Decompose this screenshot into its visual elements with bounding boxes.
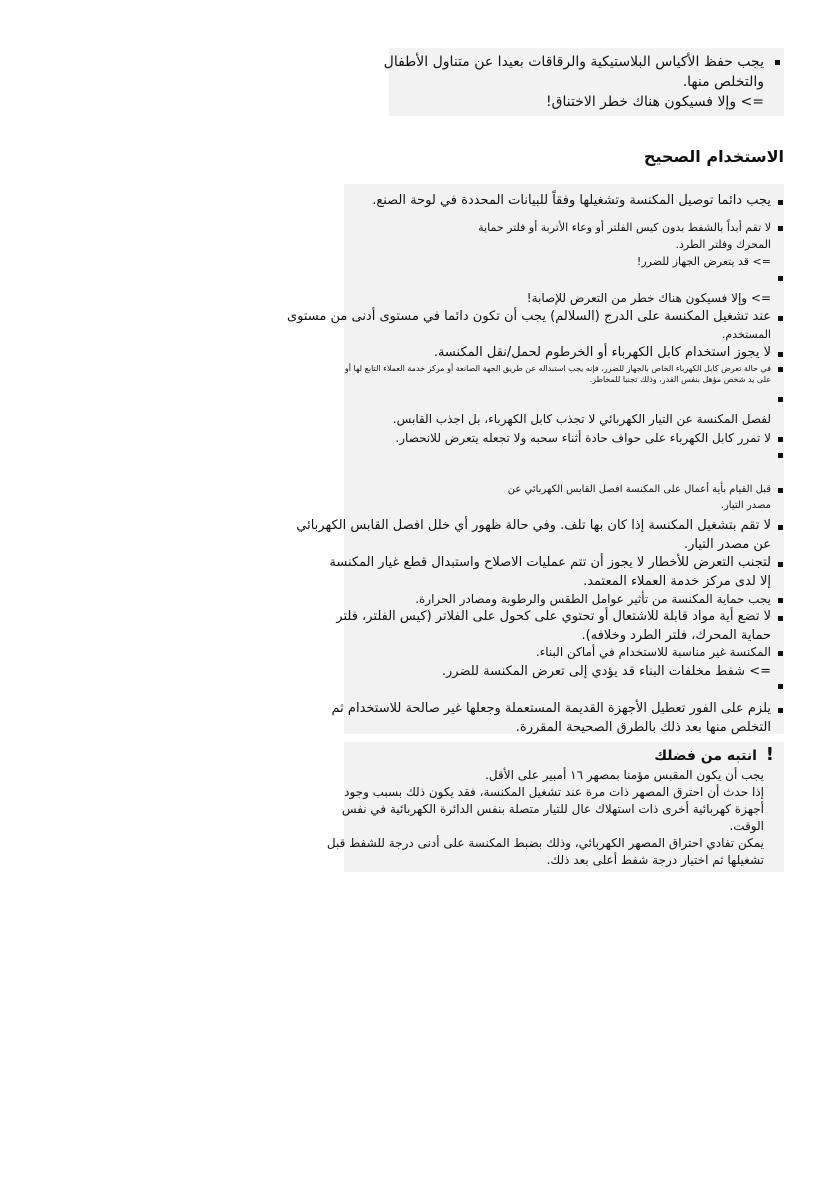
list-item-15: يلزم على الفور تعطيل الأجهزة القديمة المستعملة وجعلها غير صالحة للاستخدام ثم التخلص منها بعد ذلك بالطرق الصحيحة المقررة. [332,699,771,737]
attention-line: يمكن تفادي احتراق المصهر الكهربائي، وذلك بضبط المكنسة على أدنى درجة للشفط قبل [326,836,764,850]
list-item-14: المكنسة غير مناسبة للاستخدام في أماكن البناء. => شفط مخلفات البناء قد يؤدي إلى تعرض المكنسة للضرر. [442,643,771,681]
attention-block [326,744,774,869]
bullet-square-icon [778,453,783,458]
attention-line: أجهزة كهربائية أخرى ذات استهلاك عال للتيار متصلة بنفس الدائرة الكهربائية في نفس [341,802,764,816]
list-item-1: يجب دائما توصيل المكنسة وتشغيلها وفقاً للبيانات المحددة في لوحة الصنع. [372,192,771,210]
bullet-square-icon [778,226,783,231]
attention-heading [354,744,774,767]
empty-bullet [765,453,771,459]
attention-line: تشغيلها ثم اختيار درجة شفط أعلى بعد ذلك. [546,853,764,867]
intro-line-3: => وإلا فسيكون هناك خطر الاختناق! [546,94,764,110]
bullet-square-icon [778,276,783,281]
exclamation-icon: ! [765,744,774,765]
list-item-3: => وإلا فسيكون هناك خطر من التعرض للإصابة! [526,291,771,305]
bullet-square-icon [778,651,783,656]
bullet-square-icon [778,525,783,530]
bullet-square-icon [778,200,783,205]
list-item-6: في حالة تعرض كابل الكهرباء الخاص بالجهاز للضرر، فإنه يجب استبداله عن طريق الجهة الصانعة أو مركز خدمة العملاء التابع لها أو على يد شخص مؤهل بنفس القدر، وذلك تجنبا للمخاطر. [345,363,771,385]
intro-line-1: يجب حفظ الأكياس البلاستيكية والرقاقات بعيدا عن متناول الأطفال [383,54,764,70]
bullet-square-icon [778,684,783,689]
bullet-square-icon [778,316,783,321]
bullet-square-icon [778,562,783,567]
bullet-square-icon [778,616,783,621]
bullet-square-icon [775,60,780,65]
list-item-13: لا تضع أية مواد قابلة للاشتعال أو تحتوي على كحول على الفلاتر (كيس الفلتر، فلتر حماية المحرك، فلتر الطرد وخلافه). [336,607,771,645]
list-item-7: لفصل المكنسة عن التيار الكهربائي لا تجذب كابل الكهرباء، بل اجذب القابس. [392,412,771,426]
list-item-11: لتجنب التعرض للأخطار لا يجوز أن تتم عمليات الاصلاح واستبدال قطع غيار المكنسة إلا لدى مركز خدمة العملاء المعتمد. [329,553,771,591]
bullet-square-icon [778,352,783,357]
list-item-8: لا تمرر كابل الكهرباء على حواف حادة أثناء سحبه ولا تجعله يتعرض للانحصار. [395,429,771,447]
bullet-square-icon [778,397,783,402]
attention-line: الوقت. [729,819,764,833]
empty-bullet [765,684,771,690]
list-item-10: لا تقم بتشغيل المكنسة إذا كان بها تلف. وفي حالة ظهور أي خلل افصل القابس الكهربائي عن مصدر التيار. [296,516,771,554]
list-item-9: قبل القيام بأية أعمال على المكنسة افصل القابس الكهربائي عن مصدر التيار. [508,482,771,514]
list-item-5: لا يجوز استخدام كابل الكهرباء أو الخرطوم لحمل/نقل المكنسة. [434,344,771,362]
list-item-2: لا تقم أبداً بالشفط بدون كيس الفلتر أو وعاء الأتربة أو فلتر حماية المحرك وفلتر الطرد. => قد يتعرض الجهاز للضرر! [478,219,771,270]
bullet-square-icon [778,437,783,442]
section-title: الاستخدام الصحيح [643,147,784,166]
list-item-12: يجب حماية المكنسة من تأثير عوامل الطقس والرطوبة ومصادر الحرارة. [415,590,771,608]
attention-line: إذا حدث أن احترق المصهر ذات مرة عند تشغيل المكنسة، فقد يكون ذلك بسبب وجود [344,785,764,799]
bullet-square-icon [778,367,783,372]
attention-line: يجب أن يكون المقبس مؤمنا بمصهر ١٦ أمبير على الأقل. [485,768,764,782]
empty-bullet [765,397,771,403]
bullet-square-icon [778,598,783,603]
list-item-4: عند تشغيل المكنسة على الدرج (السلالم) يجب أن تكون دائما في مستوى أدنى من مستوى المستخدم. [287,308,771,344]
empty-bullet [765,276,771,282]
bullet-square-icon [778,488,783,493]
intro-item [364,52,764,112]
intro-line-2: والتخلص منها. [682,74,764,90]
bullet-square-icon [778,708,783,713]
attention-title: انتبه من فضلك [654,748,757,764]
